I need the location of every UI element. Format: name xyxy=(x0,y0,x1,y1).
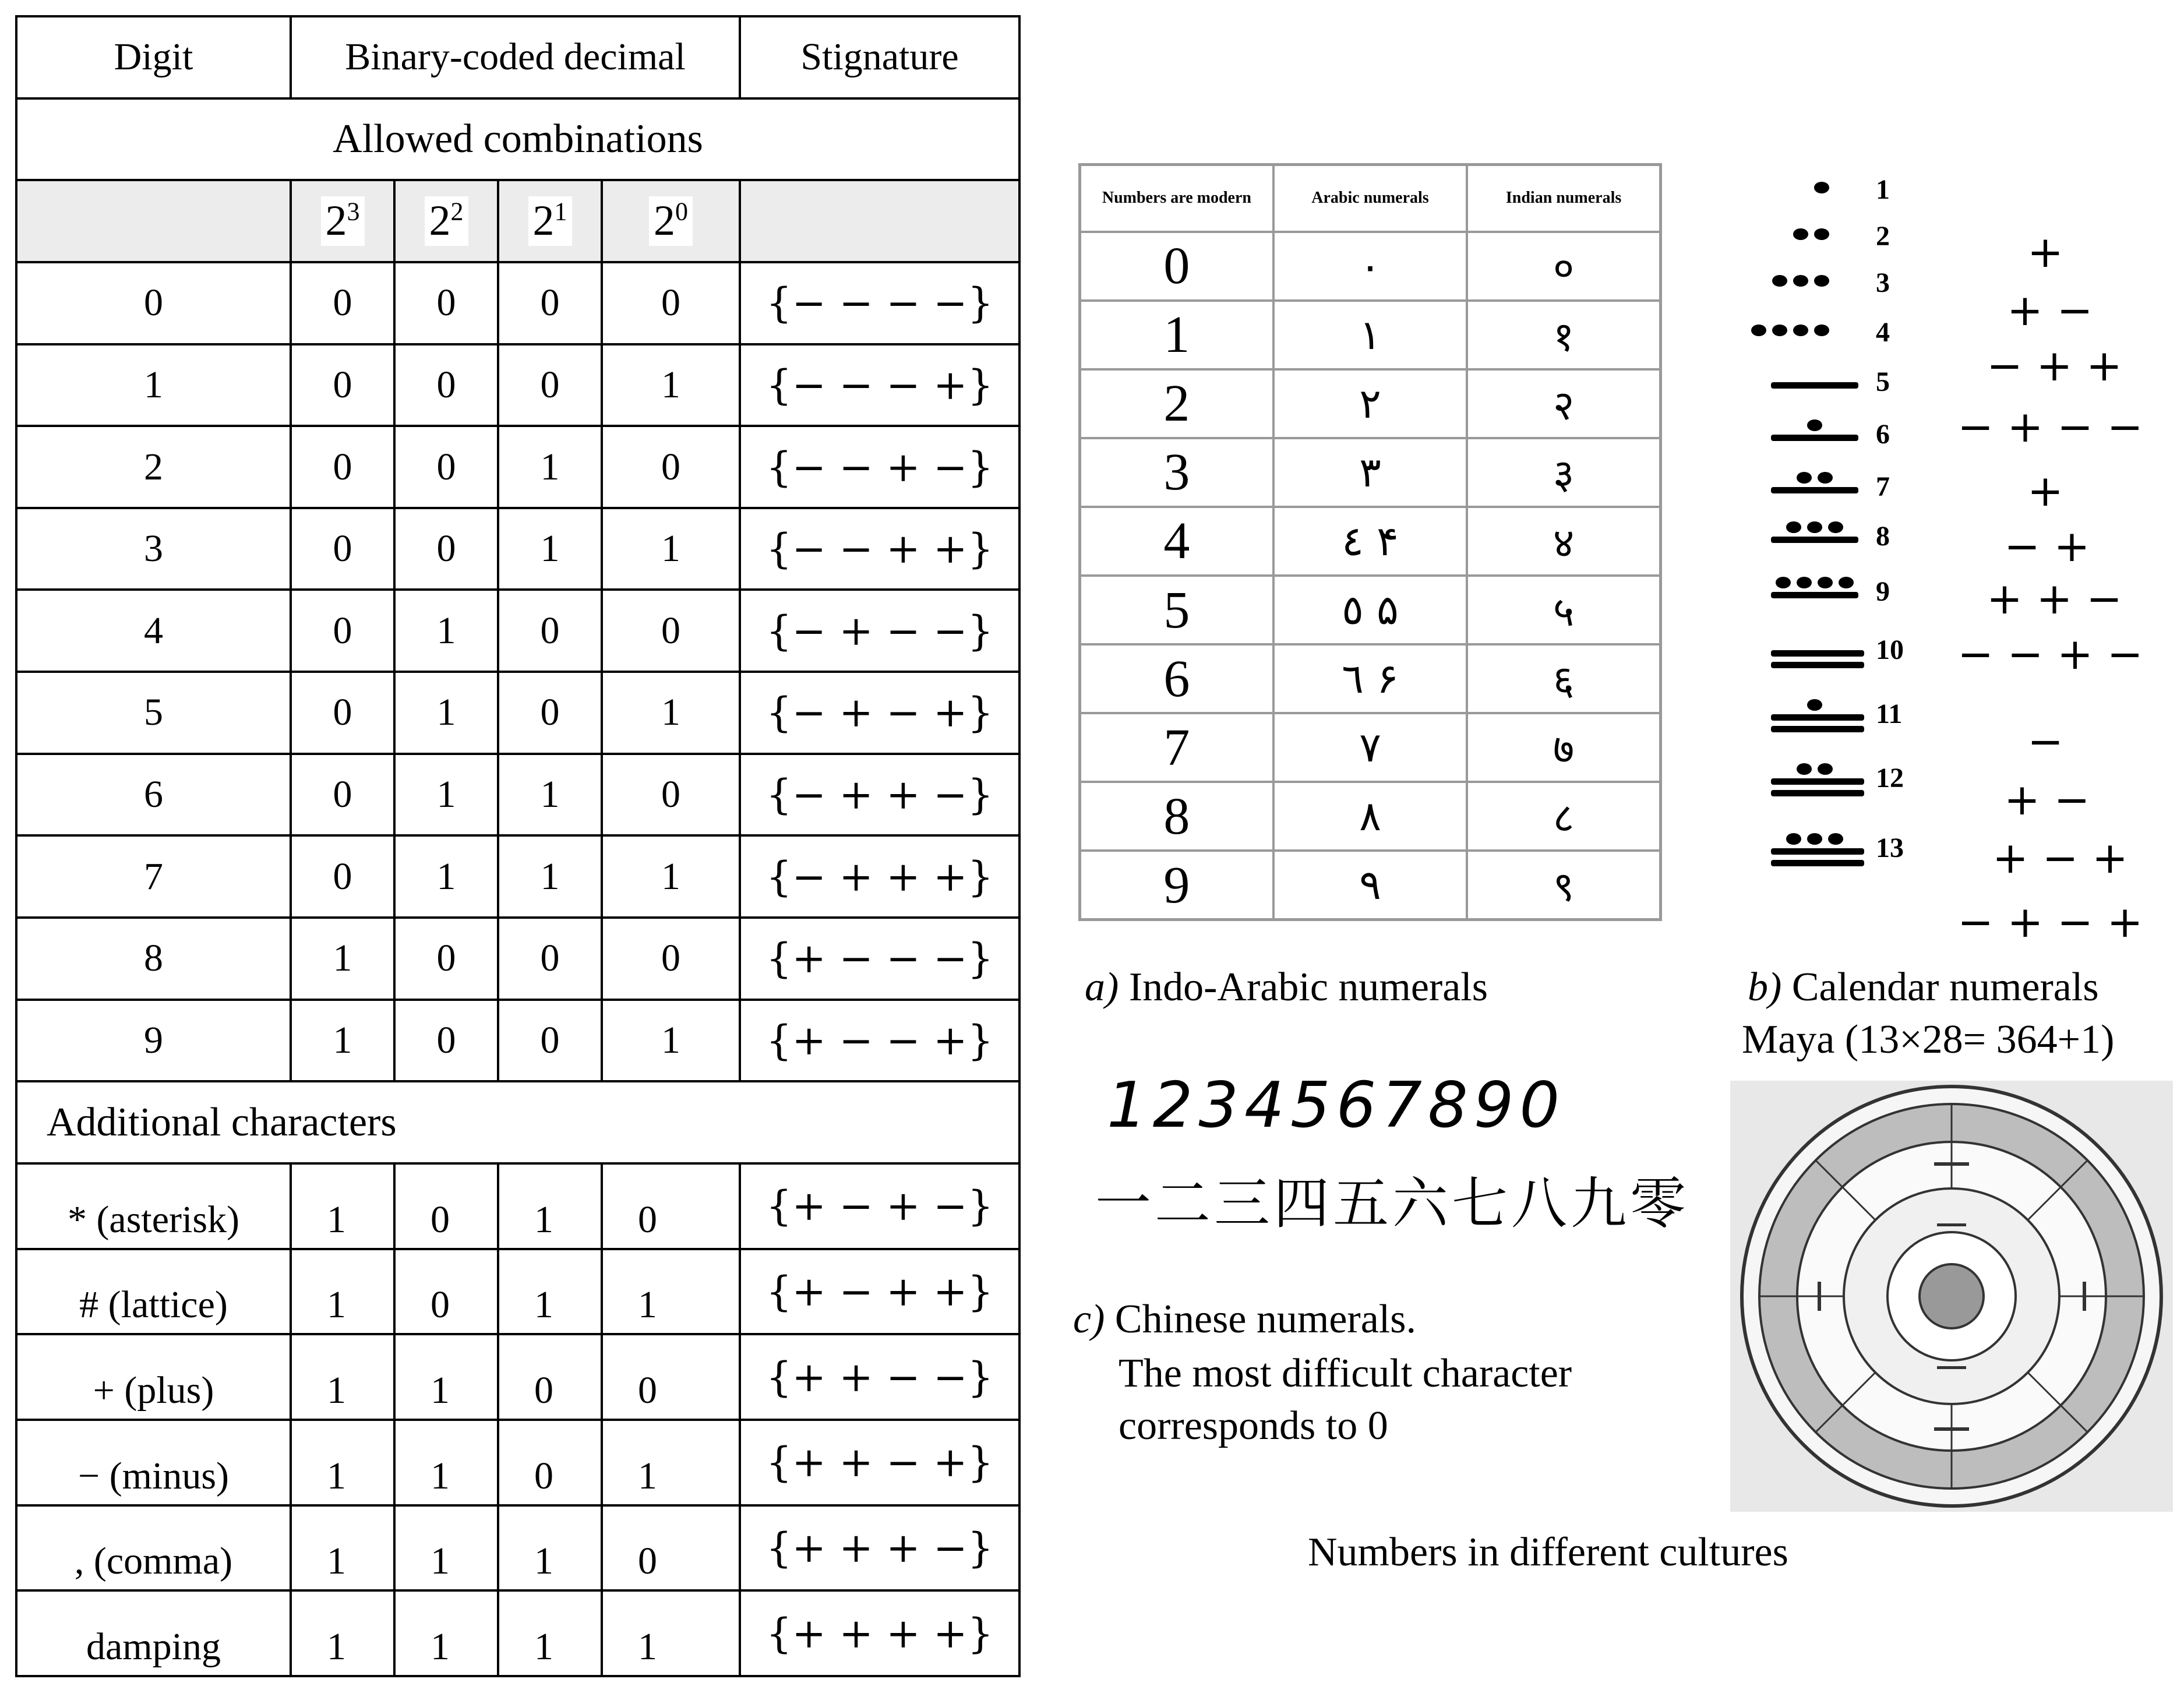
bit-cell: 1 xyxy=(498,508,602,590)
bit-cell: 0 xyxy=(394,1163,498,1249)
bit-cell: 1 xyxy=(602,1000,740,1082)
maya-dot xyxy=(1818,763,1833,775)
bit-cell: 0 xyxy=(291,426,394,508)
maya-bar xyxy=(1771,592,1858,598)
indo-arabic-caption: a) Indo-Arabic numerals xyxy=(1085,965,1488,1010)
ia-row xyxy=(1080,438,1661,507)
digit-cell: 1 xyxy=(16,344,291,426)
ia-header-arabic: Arabic numerals xyxy=(1273,165,1467,232)
bit-cell: 1 xyxy=(498,835,602,918)
indian-numeral: ९ xyxy=(1467,851,1660,919)
bit-cell: 0 xyxy=(602,1163,740,1249)
bit-cell: 0 xyxy=(394,262,498,344)
additional-characters-label: Additional characters xyxy=(16,1081,1019,1163)
maya-dot xyxy=(1793,228,1808,240)
signature-cell: {+ + − −} xyxy=(740,1334,1019,1420)
additional-row xyxy=(16,1163,1019,1249)
signature-cell: {− + − −} xyxy=(740,590,1019,672)
additional-row xyxy=(16,1590,1019,1676)
powers-row xyxy=(16,180,1019,262)
additional-row xyxy=(16,1334,1019,1420)
digit-cell: 2 xyxy=(16,426,291,508)
maya-bar xyxy=(1771,662,1864,668)
power-cell: $2^2$ xyxy=(394,180,498,262)
maya-dot xyxy=(1786,833,1801,845)
ia-header-modern: Numbers are modern xyxy=(1080,165,1273,232)
signature-cell: {− − − −} xyxy=(740,262,1019,344)
bit-cell: 0 xyxy=(394,344,498,426)
modern-numeral: 0 xyxy=(1080,232,1273,301)
digit-cell: 5 xyxy=(16,672,291,754)
ia-row xyxy=(1080,232,1661,301)
bit-cell: 0 xyxy=(498,590,602,672)
bit-cell: 1 xyxy=(498,1505,602,1591)
maya-bar xyxy=(1771,860,1864,866)
maya-dot xyxy=(1807,521,1822,533)
arabic-numeral: ٣ xyxy=(1273,438,1467,507)
indian-numeral: ६ xyxy=(1467,644,1660,713)
bcd-row xyxy=(16,1000,1019,1082)
bit-cell: 0 xyxy=(394,508,498,590)
indian-numeral: ७ xyxy=(1467,713,1660,782)
maya-numeral xyxy=(1765,516,2010,574)
bit-cell: 0 xyxy=(394,1249,498,1335)
bcd-table xyxy=(15,15,1021,1677)
bcd-row xyxy=(16,672,1019,754)
additional-row xyxy=(16,1249,1019,1335)
bit-cell: 1 xyxy=(291,1000,394,1082)
maya-bar xyxy=(1771,537,1858,543)
bit-cell: 0 xyxy=(394,918,498,1000)
modern-numeral: 7 xyxy=(1080,713,1273,782)
bit-cell: 0 xyxy=(291,590,394,672)
indian-numeral: ८ xyxy=(1467,782,1660,851)
bit-cell: 0 xyxy=(291,672,394,754)
bit-cell: 1 xyxy=(291,1505,394,1591)
maya-calendar-image xyxy=(1730,1081,2173,1512)
modern-numeral: 5 xyxy=(1080,576,1273,644)
maya-caption-2: Maya (13×28= 364+1) xyxy=(1742,1017,2115,1062)
arabic-numeral: ٦ ۶ xyxy=(1273,644,1467,713)
maya-signature: + − xyxy=(2004,775,2090,825)
ia-row xyxy=(1080,644,1661,713)
indian-numeral: ४ xyxy=(1467,507,1660,576)
maya-dot xyxy=(1814,182,1829,193)
maya-number: 3 xyxy=(1876,267,1890,298)
bit-cell: 0 xyxy=(498,1000,602,1082)
maya-caption: b) Calendar numerals xyxy=(1748,965,2099,1010)
chinese-caption-line-2: The most difficult character xyxy=(1119,1351,1572,1396)
maya-bar xyxy=(1771,778,1864,785)
maya-number: 1 xyxy=(1876,174,1890,205)
bit-cell: 1 xyxy=(291,1590,394,1676)
bit-cell: 1 xyxy=(498,754,602,836)
bcd-row xyxy=(16,835,1019,918)
bit-cell: 0 xyxy=(602,918,740,1000)
indian-numeral: ० xyxy=(1467,232,1660,301)
digit-cell: 4 xyxy=(16,590,291,672)
maya-signature: − + xyxy=(2004,521,2090,572)
bit-cell: 0 xyxy=(291,262,394,344)
chinese-caption-line-3: corresponds to 0 xyxy=(1119,1403,1388,1448)
signature-cell: {+ + − +} xyxy=(740,1420,1019,1505)
digit-cell: 0 xyxy=(16,262,291,344)
modern-numeral: 1 xyxy=(1080,301,1273,369)
digit-header: Digit xyxy=(16,16,291,98)
signature-cell: {+ − + +} xyxy=(740,1249,1019,1335)
indian-numeral: ५ xyxy=(1467,576,1660,644)
maya-bar xyxy=(1771,382,1858,389)
indo-arabic-table xyxy=(1078,163,1662,921)
maya-signature: − − + − xyxy=(1957,629,2143,679)
bit-cell: 0 xyxy=(602,590,740,672)
chinese-hanzi-digits: 一二三四五六七八九零 xyxy=(1095,1171,1689,1236)
maya-dot xyxy=(1807,699,1822,711)
modern-numeral: 6 xyxy=(1080,644,1273,713)
maya-numeral xyxy=(1765,571,2010,629)
bit-cell: 1 xyxy=(291,1334,394,1420)
bit-cell: 0 xyxy=(498,918,602,1000)
bcd-row xyxy=(16,426,1019,508)
maya-numeral xyxy=(1765,693,2010,752)
character-cell: * (asterisk) xyxy=(16,1163,291,1249)
powers-empty-cell xyxy=(16,180,291,262)
bit-cell: 0 xyxy=(602,262,740,344)
bit-cell: 0 xyxy=(602,754,740,836)
ia-row xyxy=(1080,507,1661,576)
indian-numeral: २ xyxy=(1467,369,1660,438)
maya-dot xyxy=(1772,324,1787,336)
maya-number: 2 xyxy=(1876,221,1890,252)
bcd-row xyxy=(16,508,1019,590)
maya-number: 12 xyxy=(1876,763,1904,793)
bcd-row xyxy=(16,344,1019,426)
maya-bar xyxy=(1771,714,1864,721)
maya-signature: + xyxy=(2027,227,2064,277)
maya-dot xyxy=(1793,324,1808,336)
maya-numeral xyxy=(1765,827,2010,886)
maya-dot xyxy=(1793,275,1808,287)
bit-cell: 1 xyxy=(291,1163,394,1249)
signature-cell: {− − + +} xyxy=(740,508,1019,590)
ia-row xyxy=(1080,301,1661,369)
signature-cell: {− − + −} xyxy=(740,426,1019,508)
bcd-row xyxy=(16,918,1019,1000)
maya-dot xyxy=(1814,228,1829,240)
maya-dot xyxy=(1814,324,1829,336)
ia-row xyxy=(1080,576,1661,644)
ia-row xyxy=(1080,851,1661,919)
maya-dot xyxy=(1828,521,1843,533)
bit-cell: 1 xyxy=(394,1334,498,1420)
signature-cell: {− + + −} xyxy=(740,754,1019,836)
maya-dot xyxy=(1776,577,1791,588)
arabic-numeral: ٥ ۵ xyxy=(1273,576,1467,644)
digit-cell: 8 xyxy=(16,918,291,1000)
maya-dot xyxy=(1797,763,1812,775)
indian-numeral: ३ xyxy=(1467,438,1660,507)
maya-bar xyxy=(1771,435,1858,441)
character-cell: + (plus) xyxy=(16,1334,291,1420)
ia-row xyxy=(1080,713,1661,782)
bcd-row xyxy=(16,262,1019,344)
bit-cell: 1 xyxy=(394,835,498,918)
bit-cell: 1 xyxy=(602,835,740,918)
arabic-numeral: ٤ ۴ xyxy=(1273,507,1467,576)
power-cell: $2^3$ xyxy=(291,180,394,262)
bit-cell: 0 xyxy=(498,672,602,754)
maya-dot xyxy=(1751,324,1766,336)
arabic-numeral: ١ xyxy=(1273,301,1467,369)
maya-signature: + xyxy=(2027,466,2064,516)
bit-cell: 0 xyxy=(498,1420,602,1505)
bit-cell: 0 xyxy=(394,426,498,508)
power-cell: $2^1$ xyxy=(498,180,602,262)
bit-cell: 0 xyxy=(498,1334,602,1420)
maya-signature: − + − − xyxy=(1957,402,2143,452)
maya-number: 5 xyxy=(1876,366,1890,397)
digit-cell: 6 xyxy=(16,754,291,836)
bit-cell: 1 xyxy=(394,672,498,754)
bit-cell: 0 xyxy=(602,1334,740,1420)
maya-number: 11 xyxy=(1876,699,1903,729)
maya-bar xyxy=(1771,726,1864,732)
bit-cell: 0 xyxy=(291,835,394,918)
arabic-numeral: ٨ xyxy=(1273,782,1467,851)
character-cell: − (minus) xyxy=(16,1420,291,1505)
bit-cell: 0 xyxy=(498,262,602,344)
arabic-numeral: ٢ xyxy=(1273,369,1467,438)
bit-cell: 1 xyxy=(498,1249,602,1335)
character-cell: # (lattice) xyxy=(16,1249,291,1335)
maya-signature: + − + xyxy=(1992,833,2129,883)
maya-bar xyxy=(1771,848,1864,855)
maya-signature: − xyxy=(2027,717,2064,767)
bit-cell: 0 xyxy=(602,426,740,508)
bit-cell: 1 xyxy=(291,1249,394,1335)
maya-signature: − + − + xyxy=(1957,897,2143,947)
signature-cell: {+ + + +} xyxy=(740,1590,1019,1676)
maya-dot xyxy=(1818,472,1833,484)
maya-dot xyxy=(1797,472,1812,484)
maya-dot xyxy=(1839,577,1854,588)
maya-dot xyxy=(1818,577,1833,588)
bit-cell: 0 xyxy=(291,754,394,836)
powers-empty-cell xyxy=(740,180,1019,262)
bit-cell: 1 xyxy=(394,1590,498,1676)
maya-bar xyxy=(1771,650,1864,657)
signature-cell: {+ − − −} xyxy=(740,918,1019,1000)
additional-row xyxy=(16,1505,1019,1591)
maya-dot xyxy=(1797,577,1812,588)
maya-dot xyxy=(1772,275,1787,287)
bit-cell: 0 xyxy=(498,344,602,426)
bcd-header: Binary-coded decimal xyxy=(291,16,740,98)
maya-number: 8 xyxy=(1876,521,1890,552)
maya-signature: + − xyxy=(2007,285,2093,336)
chinese-caption: c) Chinese numerals. xyxy=(1073,1297,1416,1342)
maya-numeral xyxy=(1765,757,2010,816)
maya-dot xyxy=(1807,419,1822,431)
signature-cell: {+ − − +} xyxy=(740,1000,1019,1082)
arabic-numeral: ٩ xyxy=(1273,851,1467,919)
signature-cell: {+ + + −} xyxy=(740,1505,1019,1591)
character-cell: , (comma) xyxy=(16,1505,291,1591)
maya-number: 13 xyxy=(1876,833,1904,863)
bit-cell: 1 xyxy=(602,672,740,754)
bit-cell: 1 xyxy=(498,1590,602,1676)
digit-cell: 9 xyxy=(16,1000,291,1082)
modern-numeral: 4 xyxy=(1080,507,1273,576)
signature-header: Stignature xyxy=(740,16,1019,98)
maya-number: 9 xyxy=(1876,576,1890,607)
maya-number: 4 xyxy=(1876,317,1890,348)
bit-cell: 1 xyxy=(291,918,394,1000)
digit-cell: 7 xyxy=(16,835,291,918)
maya-number: 10 xyxy=(1876,634,1904,665)
bit-cell: 1 xyxy=(602,508,740,590)
signature-cell: {+ − + −} xyxy=(740,1163,1019,1249)
modern-numeral: 9 xyxy=(1080,851,1273,919)
modern-numeral: 3 xyxy=(1080,438,1273,507)
maya-dot xyxy=(1814,275,1829,287)
power-cell: $2^0$ xyxy=(602,180,740,262)
modern-numeral: 2 xyxy=(1080,369,1273,438)
maya-dot xyxy=(1807,833,1822,845)
bit-cell: 1 xyxy=(291,1420,394,1505)
bit-cell: 0 xyxy=(602,1505,740,1591)
maya-bar xyxy=(1771,790,1864,796)
bcd-header-row xyxy=(16,16,1019,98)
arabic-numeral: ٧ xyxy=(1273,713,1467,782)
bit-cell: 1 xyxy=(602,1249,740,1335)
ia-row xyxy=(1080,782,1661,851)
maya-bar xyxy=(1771,487,1858,493)
digit-cell: 3 xyxy=(16,508,291,590)
bit-cell: 1 xyxy=(602,344,740,426)
maya-number: 7 xyxy=(1876,471,1890,502)
bit-cell: 1 xyxy=(394,1505,498,1591)
maya-signature: + + − xyxy=(1987,574,2123,624)
signature-cell: {− + + +} xyxy=(740,835,1019,918)
maya-dot xyxy=(1828,833,1843,845)
maya-number: 6 xyxy=(1876,419,1890,450)
bit-cell: 1 xyxy=(394,590,498,672)
character-cell: damping xyxy=(16,1590,291,1676)
bcd-row xyxy=(16,590,1019,672)
bit-cell: 1 xyxy=(394,754,498,836)
calendar-wheel-icon xyxy=(1730,1081,2173,1512)
chinese-arabic-digits: 1234567890 xyxy=(1107,1069,1566,1142)
bit-cell: 0 xyxy=(291,344,394,426)
bit-cell: 0 xyxy=(291,508,394,590)
maya-signature: − + + xyxy=(1987,341,2123,391)
footer-caption: Numbers in different cultures xyxy=(1308,1530,1788,1575)
indian-numeral: १ xyxy=(1467,301,1660,369)
bcd-row xyxy=(16,754,1019,836)
ia-row xyxy=(1080,369,1661,438)
arabic-numeral: ٠ xyxy=(1273,232,1467,301)
ia-header-indian: Indian numerals xyxy=(1467,165,1660,232)
allowed-combinations-label: Allowed combinations xyxy=(16,98,1019,181)
signature-cell: {− + − +} xyxy=(740,672,1019,754)
signature-cell: {− − − +} xyxy=(740,344,1019,426)
bit-cell: 1 xyxy=(602,1590,740,1676)
bit-cell: 1 xyxy=(602,1420,740,1505)
maya-dot xyxy=(1786,521,1801,533)
bit-cell: 0 xyxy=(394,1000,498,1082)
bit-cell: 1 xyxy=(498,426,602,508)
modern-numeral: 8 xyxy=(1080,782,1273,851)
bit-cell: 1 xyxy=(498,1163,602,1249)
bit-cell: 1 xyxy=(394,1420,498,1505)
additional-row xyxy=(16,1420,1019,1505)
